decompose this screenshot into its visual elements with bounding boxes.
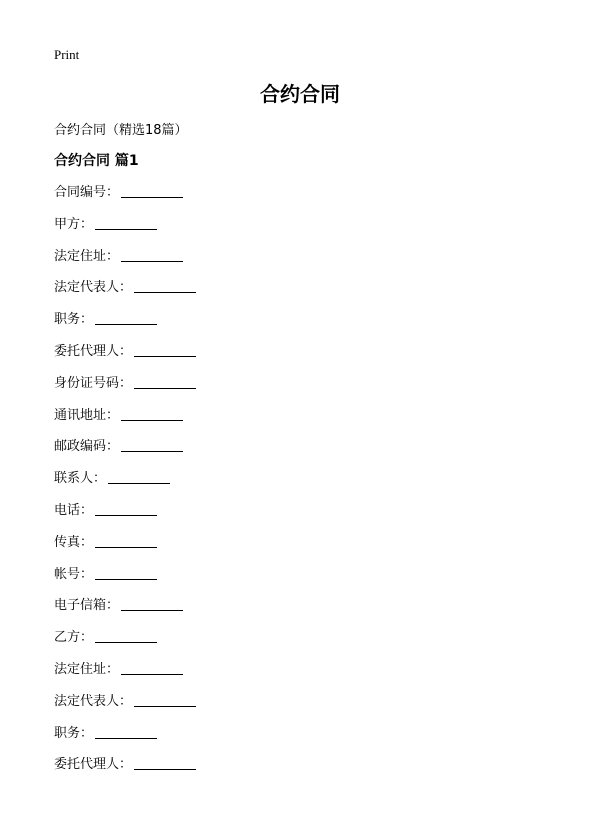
field-label: 委托代理人：	[54, 343, 133, 359]
field-label: 法定代表人：	[54, 693, 133, 709]
field-label: 邮政编码：	[54, 439, 120, 455]
field-label: 甲方：	[54, 216, 94, 232]
field-label: 法定住址：	[54, 248, 120, 264]
section-heading: 合约合同 篇1	[54, 153, 139, 169]
field-label: 身份证号码：	[54, 375, 133, 391]
field-label: 合同编号：	[54, 185, 120, 200]
field-blank-line	[121, 406, 183, 421]
field-blank-line	[95, 533, 157, 548]
contract-field-list	[54, 183, 196, 787]
contract-field	[54, 533, 196, 565]
field-blank-line	[95, 310, 157, 325]
contract-field	[54, 310, 196, 342]
field-blank-line	[121, 247, 183, 262]
field-blank-line	[134, 692, 196, 707]
contract-field	[54, 660, 196, 692]
field-blank-line	[134, 755, 196, 770]
document-title: 合约合同	[260, 82, 340, 106]
print-link[interactable]: Print	[54, 47, 80, 62]
contract-field	[54, 596, 196, 628]
contract-field	[54, 755, 196, 787]
field-label: 传真：	[54, 534, 94, 550]
contract-field	[54, 247, 196, 279]
field-label: 电子信箱：	[54, 598, 120, 614]
field-label: 委托代理人：	[54, 757, 133, 773]
field-label: 职务：	[54, 312, 94, 328]
contract-field	[54, 374, 196, 406]
field-blank-line	[121, 596, 183, 611]
contract-field	[54, 183, 196, 215]
contract-field	[54, 437, 196, 469]
field-blank-line	[134, 342, 196, 357]
field-label: 通讯地址：	[54, 407, 120, 423]
field-label: 联系人：	[54, 471, 107, 487]
field-label: 帐号：	[54, 566, 94, 582]
field-blank-line	[95, 565, 157, 580]
field-blank-line	[95, 501, 157, 516]
field-blank-line	[108, 469, 170, 484]
contract-field	[54, 342, 196, 374]
field-blank-line	[121, 437, 183, 452]
contract-field	[54, 406, 196, 438]
field-label: 法定住址：	[54, 661, 120, 677]
contract-field	[54, 628, 196, 660]
field-blank-line	[121, 660, 183, 675]
field-blank-line	[95, 724, 157, 739]
contract-field	[54, 215, 196, 247]
field-label: 职务：	[54, 725, 94, 741]
field-blank-line	[121, 183, 183, 198]
contract-field	[54, 565, 196, 597]
field-blank-line	[95, 628, 157, 643]
contract-field	[54, 724, 196, 756]
field-label: 法定代表人：	[54, 280, 133, 296]
document-subtitle: 合约合同（精选18篇）	[54, 123, 188, 138]
field-label: 乙方：	[54, 630, 94, 646]
field-blank-line	[134, 374, 196, 389]
field-blank-line	[134, 278, 196, 293]
contract-field	[54, 469, 196, 501]
field-label: 电话：	[54, 502, 94, 518]
contract-field	[54, 692, 196, 724]
contract-field	[54, 278, 196, 310]
contract-field	[54, 501, 196, 533]
field-blank-line	[95, 215, 157, 230]
